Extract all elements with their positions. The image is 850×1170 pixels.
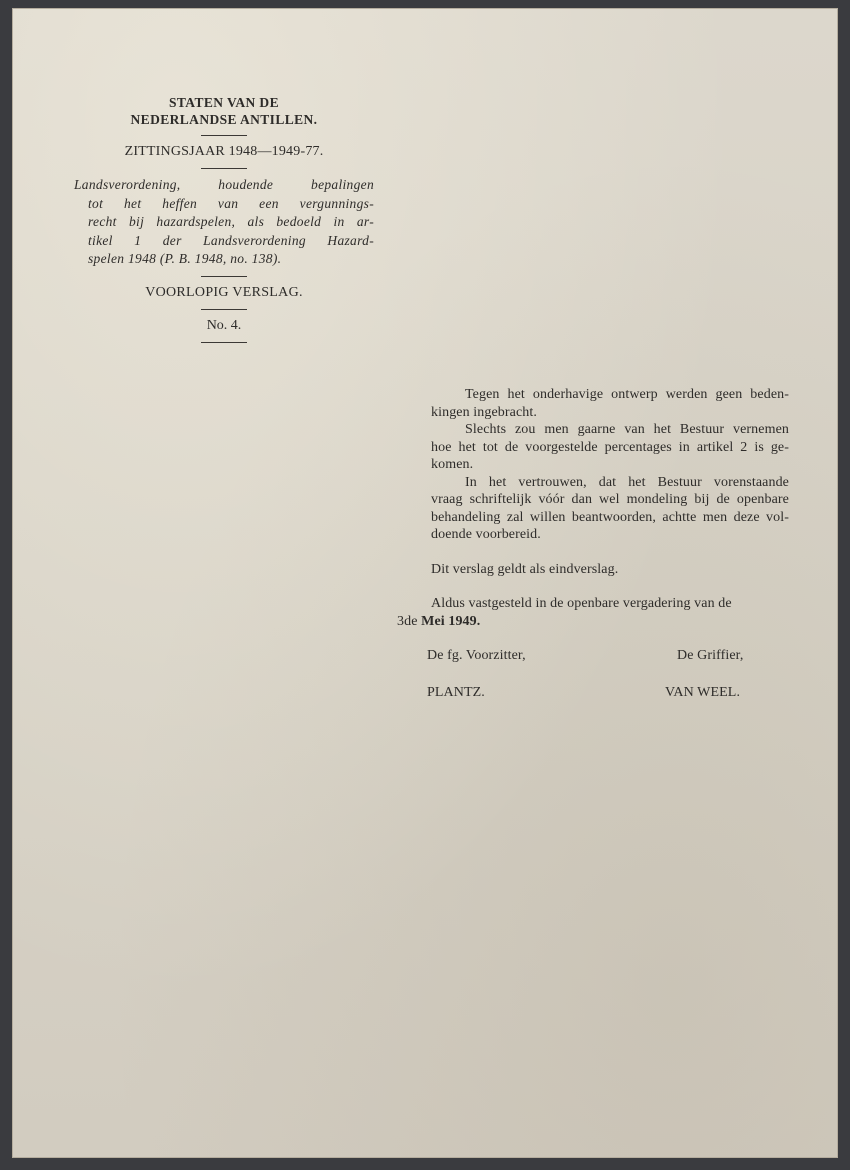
divider [201,276,247,277]
body-line: hoe het tot de voorgestelde percentages in artikel 2 is ge- [431,439,789,455]
header-block [74,94,374,350]
clerk-title: De Griffier, [677,648,744,663]
signature-names [397,684,789,704]
body-line: Tegen het onderhavige ontwerp werden geen beden- [465,387,789,402]
body-line: kingen ingebracht. [431,404,537,420]
description-line: recht bij hazardspelen, als bedoeld in ar- [88,214,374,229]
divider [201,309,247,310]
chair-name: PLANTZ. [427,685,485,700]
adoption-line: Aldus vastgesteld in de openbare vergadering van de [431,596,732,611]
divider [201,342,247,343]
description-line: spelen 1948 (P. B. 1948, no. 138). [88,251,282,266]
description-line: tot het heffen van een vergunnings- [88,195,374,211]
adoption-date-line [397,613,789,631]
document-page [12,8,838,1158]
body-line: In het vertrouwen, dat het Bestuur vorenstaande [465,474,789,490]
report-number: No. 4. [206,317,242,333]
description-line: Landsverordening, houdende bepalingen [74,177,374,192]
chair-title: De fg. Voorzitter, [427,648,526,663]
divider [201,135,247,136]
divider [201,168,247,169]
body-line: doende voorbereid. [431,527,541,542]
body-line: Slechts zou men gaarne van het Bestuur vernemen [465,422,789,437]
paragraph-3 [397,474,789,544]
body-line: komen. [431,457,474,472]
signature-titles [397,647,789,667]
session-year: ZITTINGSJAAR 1948—1949-77. [124,144,324,159]
adoption-date: Mei 1949. [421,613,481,629]
clerk-name: VAN WEEL. [665,685,741,700]
final-report-note: Dit verslag geldt als eindverslag. [431,561,619,577]
report-body [397,386,789,704]
legislature-name-line1: STATEN VAN DE [169,95,279,110]
paragraph-2 [397,421,789,474]
description-line: tikel 1 der Landsverordening Hazard- [88,232,374,248]
report-title: VOORLOPIG VERSLAG. [145,284,303,300]
body-line: vraag schriftelijk vóór dan wel mondeling bij de openbare [431,492,789,507]
ordinance-description [74,176,374,269]
paragraph-1 [397,386,789,421]
adoption-day: 3de [397,613,422,629]
legislature-name-line2: NEDERLANDSE ANTILLEN. [130,112,318,127]
body-line: behandeling zal willen beantwoorden, achtte men deze vol- [431,509,789,525]
